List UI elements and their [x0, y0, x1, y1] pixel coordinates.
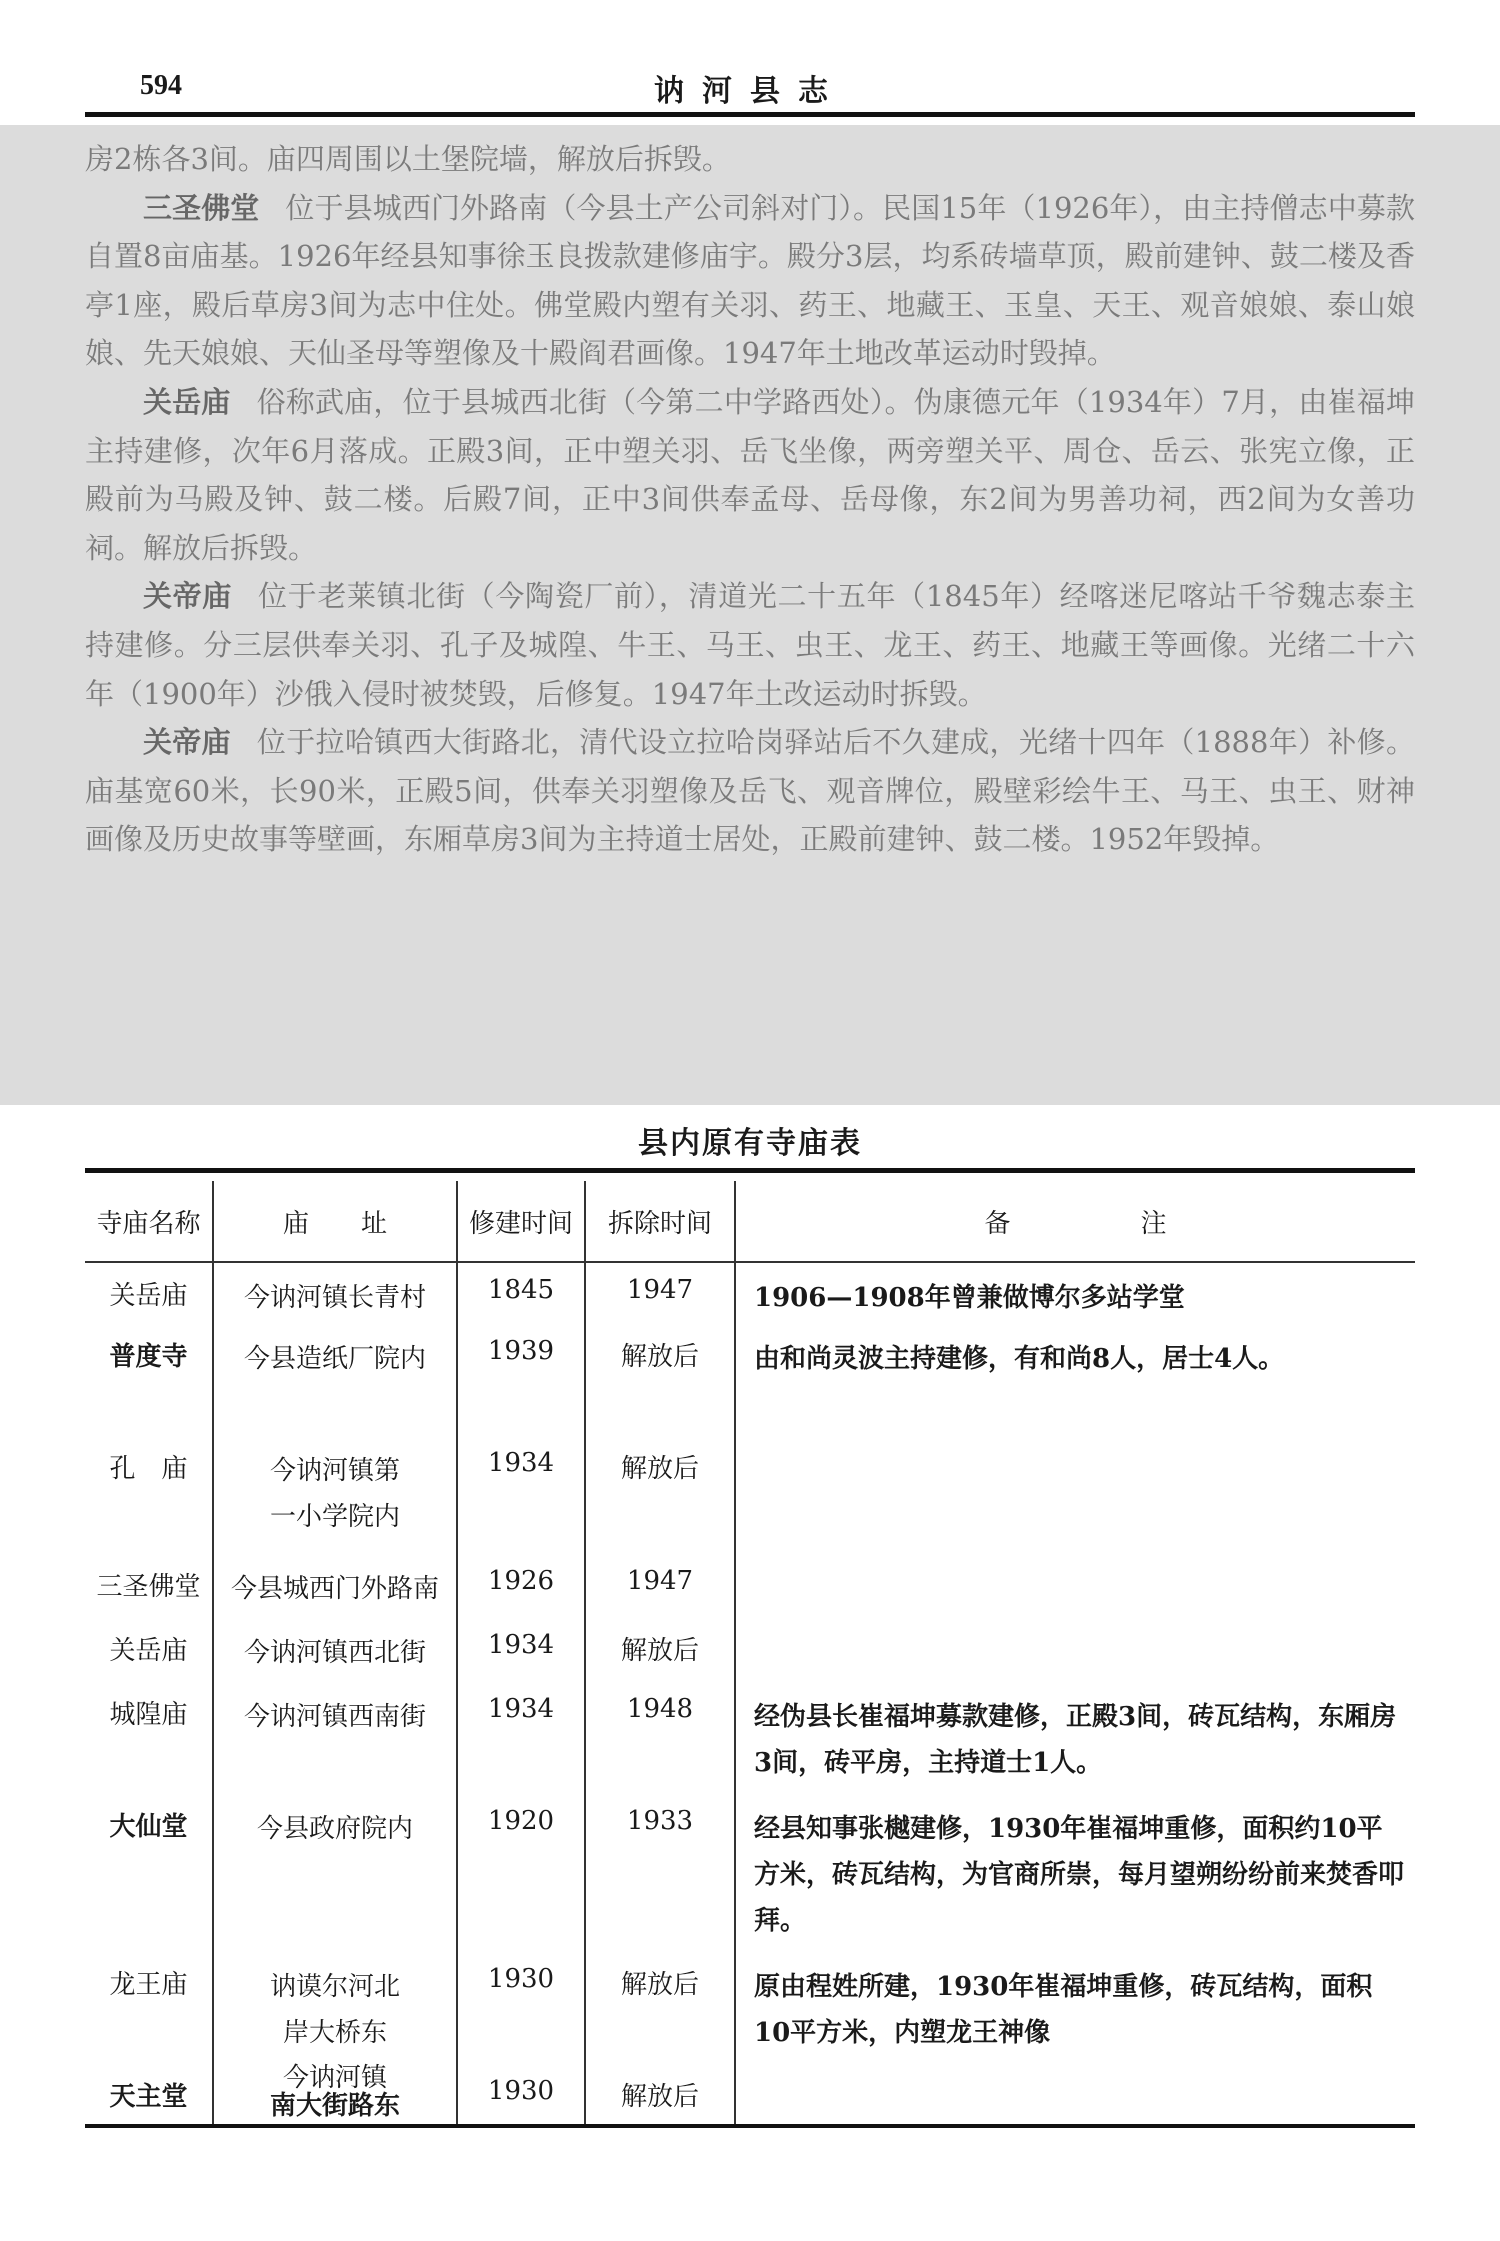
cell-notes: [735, 2064, 1415, 2126]
cell-notes: 1906—1908年曾兼做博尔多站学堂: [735, 1262, 1415, 1324]
table-top-rule: [85, 1168, 1415, 1173]
temple-table: [85, 1181, 1415, 2128]
entry-paragraph: [85, 184, 1415, 378]
cell-name: 城隍庙: [109, 1700, 188, 1730]
cell-address: [213, 1682, 457, 1794]
cell-name: 孔 庙: [109, 1454, 188, 1484]
temple-table-wrap: [85, 1168, 1415, 2128]
cell-built: 1920: [457, 1794, 585, 1952]
table-row: [85, 1682, 1415, 1794]
cell-removed: 解放后: [585, 1618, 735, 1682]
cell-notes: [735, 1554, 1415, 1618]
header-rule: [85, 112, 1415, 117]
table-row: [85, 1262, 1415, 1324]
cell-removed: 1948: [585, 1682, 735, 1794]
cell-address-line: 岸大桥东: [282, 2018, 387, 2048]
entry-text: 位于拉哈镇西大街路北，清代设立拉哈岗驿站后不久建成，光绪十四年（1888年）补修。庙基宽60米，长90米，正殿5间，供奉关羽塑像及岳飞、观音牌位，殿壁彩绘牛王、马王、虫王、财神画像及历史故事等壁画，东厢草房3间为主持道士居处，正殿前建钟、鼓二楼。1952年毁掉。: [85, 725, 1415, 857]
cell-removed: 解放后: [585, 1436, 735, 1554]
cell-name: 关岳庙: [109, 1281, 188, 1311]
cell-address: [213, 1952, 457, 2064]
cell-removed: 1947: [585, 1554, 735, 1618]
cell-built: 1934: [457, 1682, 585, 1794]
cell-notes: [735, 1618, 1415, 1682]
column-header-address: 庙 址: [213, 1181, 457, 1262]
entry-paragraph: [85, 718, 1415, 864]
table-row: [85, 1618, 1415, 1682]
cell-address-line: 今讷河镇: [282, 2063, 387, 2093]
cell-built: 1845: [457, 1262, 585, 1324]
cell-built: 1930: [457, 2064, 585, 2126]
cell-address-line: 讷谟尔河北: [269, 1972, 400, 2002]
cell-address-line: 南大街路东: [269, 2091, 400, 2121]
page-header: [85, 58, 1415, 118]
entry-paragraph: [85, 572, 1415, 718]
entry-title: 关岳庙: [143, 384, 231, 419]
cell-address: [213, 1794, 457, 1952]
cell-address-line: 一小学院内: [269, 1502, 400, 1532]
cell-removed: 解放后: [585, 1324, 735, 1436]
continuation-paragraph: 房2栋各3间。庙四周围以土堡院墙，解放后拆毁。: [85, 142, 731, 176]
cell-notes: 经伪县长崔福坤募款建修，正殿3间，砖瓦结构，东厢房3间，砖平房，主持道士1人。: [735, 1682, 1415, 1794]
page-number: 594: [140, 70, 182, 101]
cell-removed: 1947: [585, 1262, 735, 1324]
table-row: [85, 1794, 1415, 1952]
column-header-name: 寺庙名称: [85, 1181, 213, 1262]
table-row: [85, 1436, 1415, 1554]
cell-removed: 1933: [585, 1794, 735, 1952]
cell-notes: 由和尚灵波主持建修，有和尚8人，居士4人。: [735, 1324, 1415, 1436]
cell-address-line: 今讷河镇长青村: [243, 1283, 426, 1313]
cell-address: [213, 1618, 457, 1682]
cell-address-line: 今县城西门外路南: [230, 1574, 439, 1604]
cell-built: 1934: [457, 1618, 585, 1682]
cell-notes: [735, 1436, 1415, 1554]
table-row: [85, 1554, 1415, 1618]
cell-name: 龙王庙: [109, 1970, 188, 2000]
cell-address-line: 今讷河镇西南街: [243, 1702, 426, 1732]
table-row: [85, 1952, 1415, 2064]
cell-address-line: 今县政府院内: [256, 1814, 413, 1844]
body-text: [85, 135, 1415, 864]
cell-name: 大仙堂: [109, 1812, 188, 1842]
cell-built: 1926: [457, 1554, 585, 1618]
cell-address-line: 今讷河镇第: [269, 1456, 400, 1486]
cell-name: 天主堂: [109, 2082, 188, 2112]
entry-paragraph: [85, 378, 1415, 572]
table-row: [85, 2064, 1415, 2126]
entry-text: 位于老莱镇北街（今陶瓷厂前），清道光二十五年（1845年）经喀迷尼喀站千爷魏志泰主持建修。分三层供奉关羽、孔子及城隍、牛王、马王、虫王、龙王、药王、地藏王等画像。光绪二十六年（1900年）沙俄入侵时被焚毁，后修复。1947年土改运动时拆毁。: [85, 579, 1415, 711]
cell-built: 1930: [457, 1952, 585, 2064]
cell-name: 三圣佛堂: [96, 1572, 201, 1602]
table-title: 县内原有寺庙表: [638, 1126, 862, 1161]
cell-notes: 经县知事张樾建修，1930年崔福坤重修，面积约10平方米，砖瓦结构，为官商所崇，每月望朔纷纷前来焚香叩拜。: [735, 1794, 1415, 1952]
entry-title: 关帝庙: [143, 725, 231, 760]
cell-removed: 解放后: [585, 2064, 735, 2126]
table-header-row: [85, 1181, 1415, 1262]
cell-address: [213, 2064, 457, 2126]
entry-title: 三圣佛堂: [143, 190, 260, 225]
cell-built: 1939: [457, 1324, 585, 1436]
entry-text: 俗称武庙，位于县城西北街（今第二中学路西处）。伪康德元年（1934年）7月，由崔福坤主持建修，次年6月落成。正殿3间，正中塑关羽、岳飞坐像，两旁塑关平、周仓、岳云、张宪立像，正殿前为马殿及钟、鼓二楼。后殿7间，正中3间供奉孟母、岳母像，东2间为男善功祠，西2间为女善功祠。解放后拆毁。: [85, 384, 1415, 565]
column-header-notes: 备 注: [735, 1181, 1415, 1262]
cell-address: [213, 1436, 457, 1554]
column-header-removed: 拆除时间: [585, 1181, 735, 1262]
cell-address-line: 今县造纸厂院内: [243, 1344, 426, 1374]
cell-notes: 原由程姓所建，1930年崔福坤重修，砖瓦结构，面积10平方米，内塑龙王神像: [735, 1952, 1415, 2064]
entry-text: 位于县城西门外路南（今县土产公司斜对门）。民国15年（1926年），由主持僧志中募款自置8亩庙基。1926年经县知事徐玉良拨款建修庙宇。殿分3层，均系砖墙草顶，殿前建钟、鼓二楼及香亭1座，殿后草房3间为志中住处。佛堂殿内塑有关羽、药王、地藏王、玉皇、天王、观音娘娘、泰山娘娘、先天娘娘、天仙圣母等塑像及十殿阎君画像。1947年土地改革运动时毁掉。: [85, 190, 1415, 371]
cell-removed: 解放后: [585, 1952, 735, 2064]
cell-built: 1934: [457, 1436, 585, 1554]
running-title: 讷河县志: [654, 74, 846, 109]
cell-address: [213, 1554, 457, 1618]
cell-name: 关岳庙: [109, 1636, 188, 1666]
table-row: [85, 1324, 1415, 1436]
column-header-built: 修建时间: [457, 1181, 585, 1262]
entry-title: 关帝庙: [143, 579, 233, 614]
cell-address: [213, 1262, 457, 1324]
cell-address-line: 今讷河镇西北街: [243, 1638, 426, 1668]
cell-address: [213, 1324, 457, 1436]
cell-name: 普度寺: [109, 1342, 188, 1372]
